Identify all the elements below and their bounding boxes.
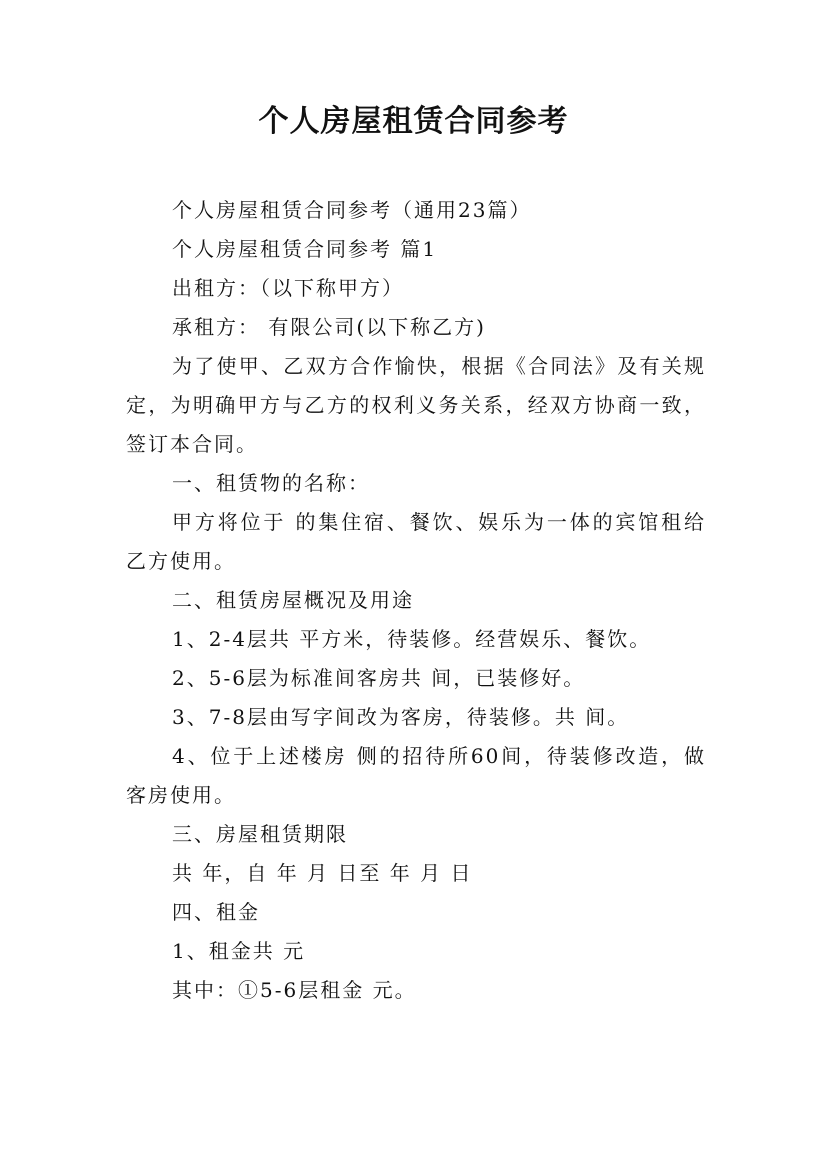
paragraph-clause-4-heading: 四、租金 [172,900,260,924]
paragraph-clause-2-item-2: 2、5-6层为标准间客房共 间，已装修好。 [172,666,586,690]
paragraph-clause-1-heading: 一、租赁物的名称： [172,471,370,495]
document-title: 个人房屋租赁合同参考 [258,104,569,139]
paragraph-clause-4-item-1-detail: 其中：①5-6层租金 元。 [172,978,417,1002]
paragraph-preamble: 为了使甲、乙双方合作愉快，根据《合同法》及有关规定，为明确甲方与乙方的权利义务关系，经双方协商一致，签订本合同。 [126,354,706,456]
paragraph-clause-4-item-1: 1、租金共 元 [172,939,306,963]
paragraph-section-heading: 个人房屋租赁合同参考 篇1 [172,237,438,261]
paragraph-clause-3-body: 共 年，自 年 月 日至 年 月 日 [172,861,473,885]
paragraph-clause-3-heading: 三、房屋租赁期限 [172,822,348,846]
paragraph-clause-2-item-3: 3、7-8层由写字间改为客房，待装修。共 间。 [172,705,630,729]
paragraph-lessor: 出租方：（以下称甲方） [172,276,404,300]
paragraph-clause-2-heading: 二、租赁房屋概况及用途 [172,588,414,612]
paragraph-clause-2-item-1: 1、2-4层共 平方米，待装修。经营娱乐、餐饮。 [172,627,652,651]
paragraph-clause-2-item-4: 4、位于上述楼房 侧的招待所60间，待装修改造，做客房使用。 [126,744,706,807]
paragraph-clause-1-body: 甲方将位于 的集住宿、餐饮、娱乐为一体的宾馆租给乙方使用。 [126,510,706,573]
paragraph-lessee: 承租方： 有限公司(以下称乙方) [172,315,486,339]
paragraph-subtitle: 个人房屋租赁合同参考（通用23篇） [172,198,532,222]
document-body [126,191,706,1010]
